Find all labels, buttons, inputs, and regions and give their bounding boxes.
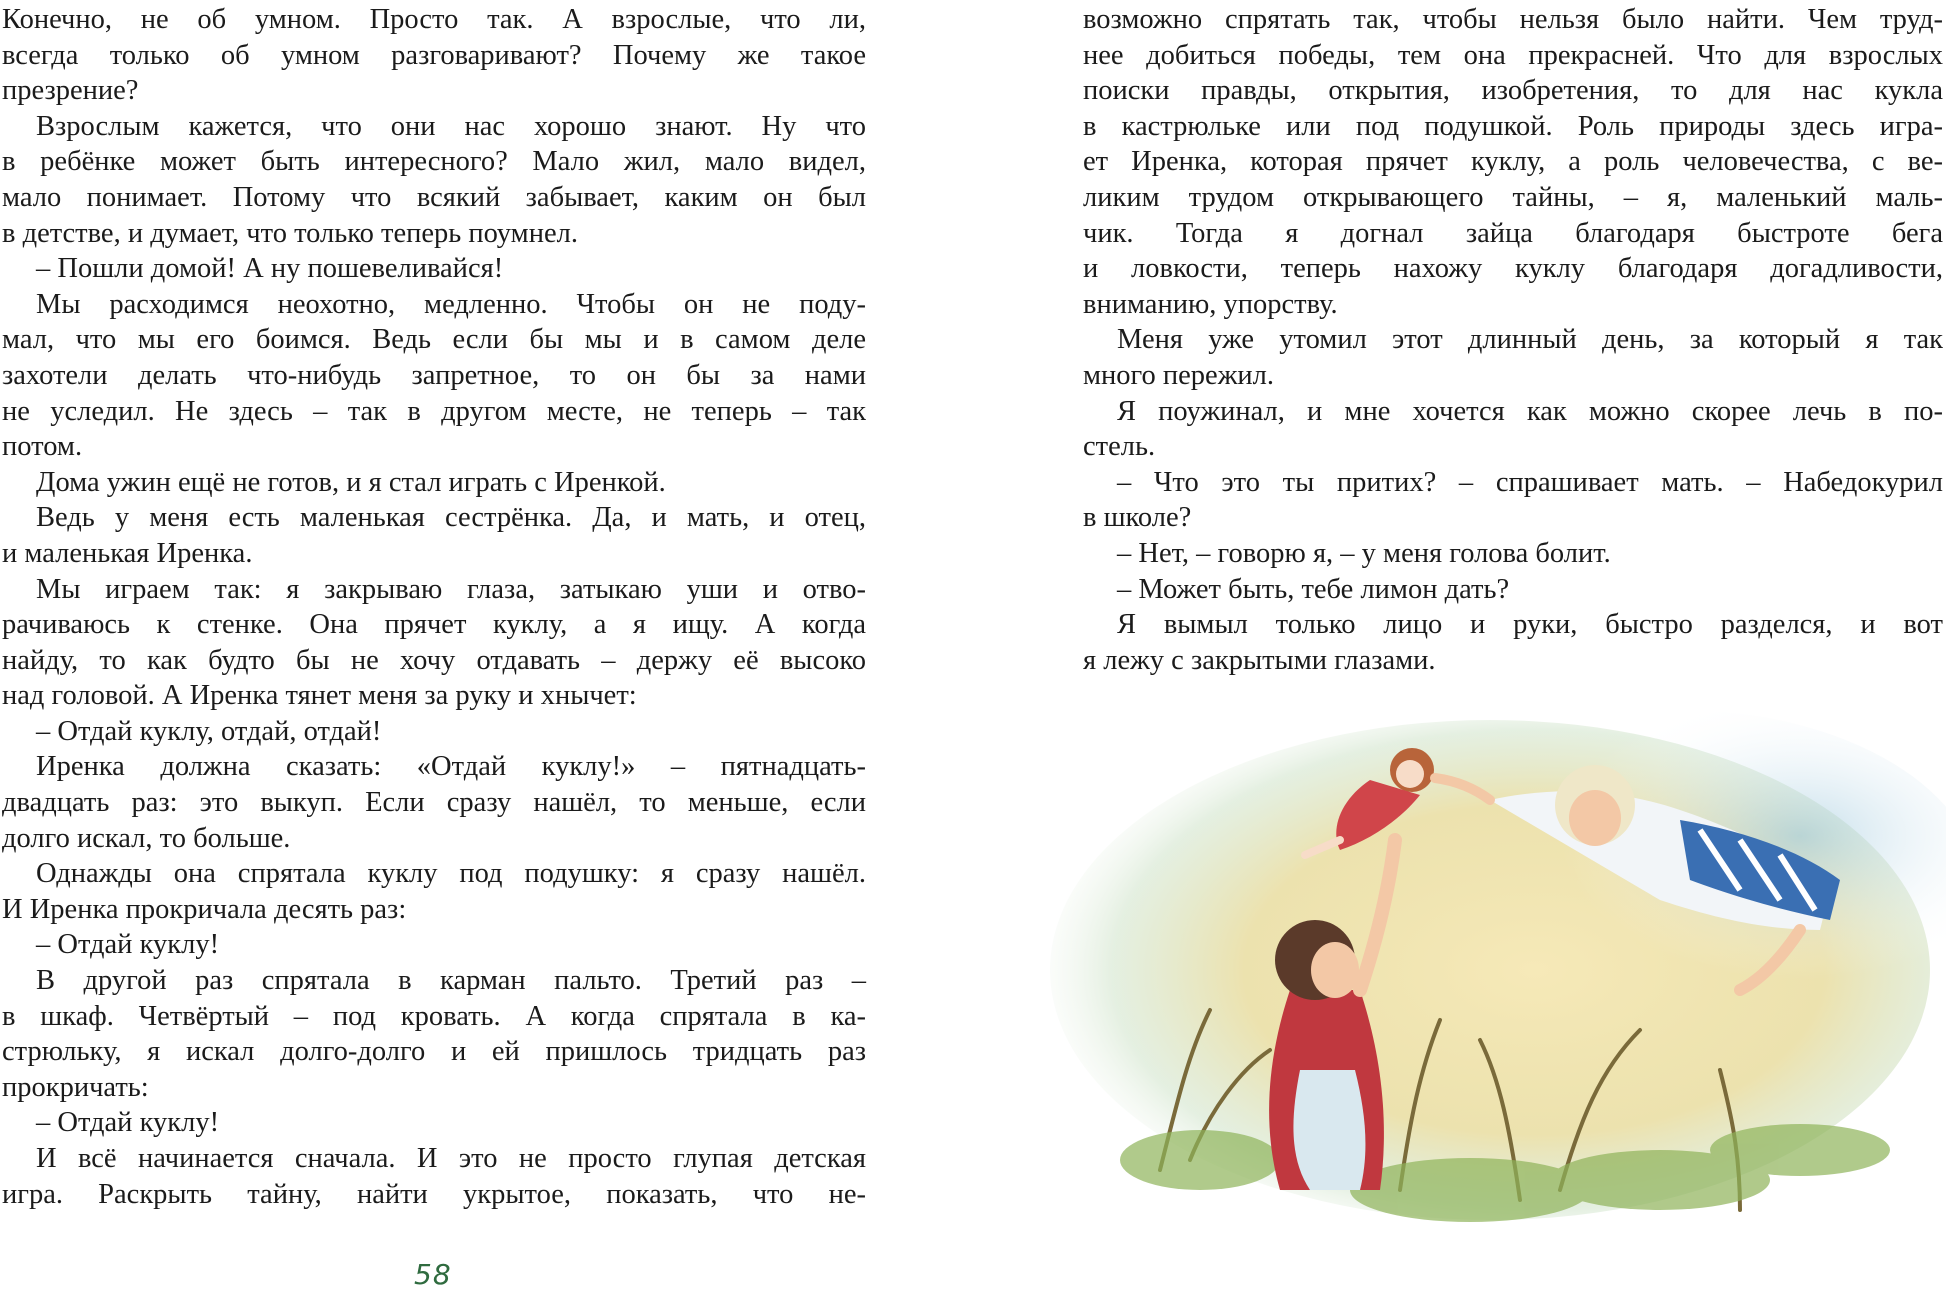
text-line: Мы играем так: я закрываю глаза, затыкаю уши и отво- bbox=[36, 573, 866, 605]
text-line: возможно спрятать так, чтобы нельзя было найти. Чем труд- bbox=[1083, 4, 1943, 35]
text-line: всегда только об умном разговаривают? Почему же такое bbox=[2, 39, 866, 71]
text-line: в школе? bbox=[1083, 502, 1192, 534]
text-line: ет Иренка, которая прячет куклу, а роль человечества, с ве- bbox=[1083, 146, 1943, 178]
text-line: игра. Раскрыть тайну, найти укрытое, показать, что не- bbox=[2, 1178, 866, 1210]
text-line: я лежу с закрытыми глазами. bbox=[1083, 644, 1436, 676]
text-line: – Отдай куклу! bbox=[36, 929, 220, 961]
text-line: потом. bbox=[2, 431, 83, 463]
text-line: Дома ужин ещё не готов, и я стал играть с Иренкой. bbox=[36, 466, 666, 498]
watercolor-illustration bbox=[1040, 690, 1946, 1230]
page-number: 58 bbox=[414, 1258, 452, 1291]
text-line: – Отдай куклу, отдай, отдай! bbox=[36, 715, 382, 747]
text-line: и маленькая Иренка. bbox=[2, 537, 253, 569]
text-line: в детстве, и думает, что только теперь поумнел. bbox=[2, 217, 578, 249]
text-line: в ребёнке может быть интересного? Мало жил, мало видел, bbox=[2, 146, 866, 178]
text-line: – Пошли домой! А ну пошевеливайся! bbox=[36, 253, 504, 285]
left-text-column bbox=[2, 2, 866, 1212]
text-line: – Отдай куклу! bbox=[36, 1107, 220, 1139]
text-line: мал, что мы его боимся. Ведь если бы мы и в самом деле bbox=[2, 324, 866, 356]
text-line: не уследил. Не здесь – так в другом месте, не теперь – так bbox=[2, 395, 866, 427]
text-line: – Что это ты притих? – спрашивает мать. – Набедокурил bbox=[1117, 466, 1943, 498]
text-line: Я поужинал, и мне хочется как можно скорее лечь в по- bbox=[1117, 395, 1943, 427]
text-line: – Нет, – говорю я, – у меня голова болит. bbox=[1117, 537, 1611, 569]
text-line: Конечно, не об умном. Просто так. А взрослые, что ли, bbox=[2, 4, 866, 35]
text-line: Иренка должна сказать: «Отдай куклу!» – пятнадцать- bbox=[36, 751, 866, 783]
text-line: двадцать раз: это выкуп. Если сразу нашёл, то меньше, если bbox=[2, 787, 866, 819]
text-line: И всё начинается сначала. И это не просто глупая детская bbox=[36, 1143, 866, 1174]
text-line: захотели делать что-нибудь запретное, то он бы за нами bbox=[2, 359, 866, 391]
text-line: И Иренка прокричала десять раз: bbox=[2, 893, 407, 925]
text-line: в кастрюльке или под подушкой. Роль природы здесь игра- bbox=[1083, 110, 1943, 142]
text-line: над головой. А Иренка тянет меня за руку и хнычет: bbox=[2, 680, 637, 712]
text-line: Взрослым кажется, что они нас хорошо знают. Ну что bbox=[36, 110, 866, 142]
text-line: стель. bbox=[1083, 431, 1156, 463]
text-line: Однажды она спрятала куклу под подушку: я сразу нашёл. bbox=[36, 858, 866, 890]
text-line: прокричать: bbox=[2, 1071, 149, 1103]
text-line: В другой раз спрятала в карман пальто. Третий раз – bbox=[36, 965, 866, 997]
text-line: Мы расходимся неохотно, медленно. Чтобы он не поду- bbox=[36, 288, 866, 320]
text-line: ликим трудом открывающего тайны, – я, маленький маль- bbox=[1083, 181, 1943, 213]
text-line: Я вымыл только лицо и руки, быстро разделся, и вот bbox=[1117, 609, 1943, 641]
text-line: Ведь у меня есть маленькая сестрёнка. Да, и мать, и отец, bbox=[36, 502, 866, 534]
right-text-column bbox=[1083, 2, 1943, 678]
text-line: рачиваюсь к стенке. Она прячет куклу, а я ищу. А когда bbox=[2, 609, 866, 641]
text-line: – Может быть, тебе лимон дать? bbox=[1117, 573, 1510, 605]
text-line: и ловкости, теперь нахожу куклу благодаря догадливости, bbox=[1083, 253, 1943, 285]
text-line: много пережил. bbox=[1083, 359, 1274, 391]
text-line: в шкаф. Четвёртый – под кровать. А когда спрятала в ка- bbox=[2, 1000, 866, 1032]
text-line: найду, то как будто бы не хочу отдавать – держу её высоко bbox=[2, 644, 866, 676]
text-line: чик. Тогда я догнал зайца благодаря быстроте бега bbox=[1083, 217, 1943, 249]
text-line: поиски правды, открытия, изобретения, то для нас кукла bbox=[1083, 75, 1943, 107]
text-line: Меня уже утомил этот длинный день, за который я так bbox=[1117, 324, 1943, 356]
text-line: долго искал, то больше. bbox=[2, 822, 291, 854]
text-line: мало понимает. Потому что всякий забывает, каким он был bbox=[2, 181, 866, 213]
text-line: стрюльку, я искал долго-долго и ей пришлось тридцать раз bbox=[2, 1036, 866, 1068]
text-line: вниманию, упорству. bbox=[1083, 288, 1338, 320]
text-line: нее добиться победы, тем она прекрасней. Что для взрослых bbox=[1083, 39, 1943, 71]
text-line: презрение? bbox=[2, 75, 139, 107]
